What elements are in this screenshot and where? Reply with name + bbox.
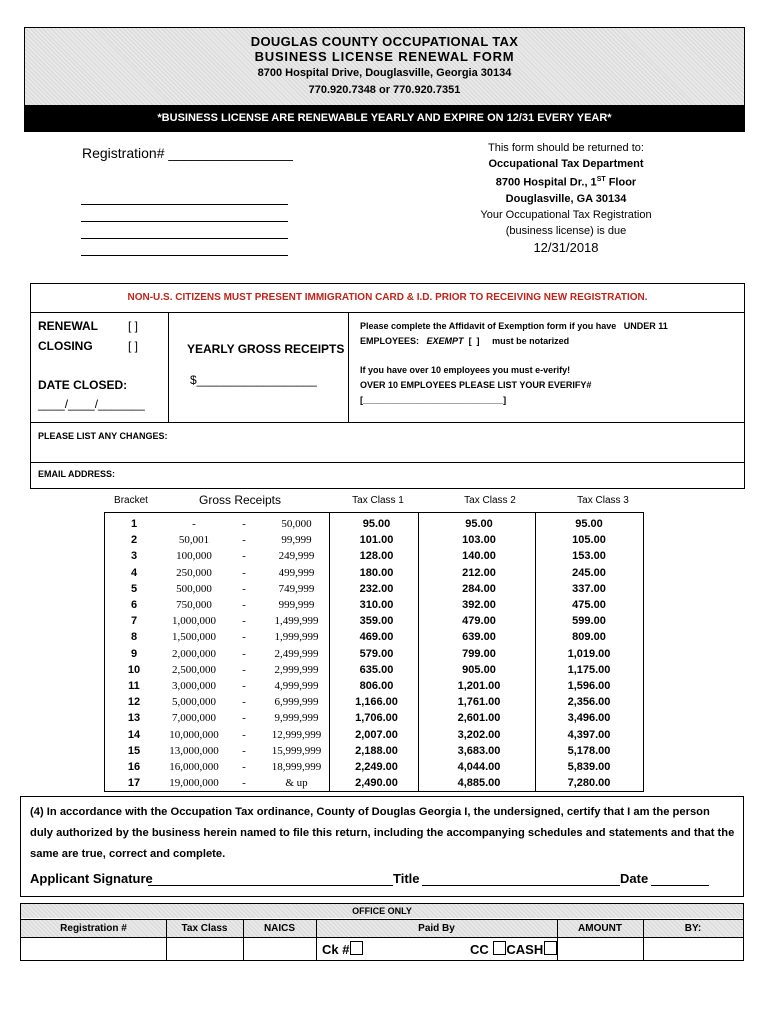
bracket-cell: 1 bbox=[130, 518, 138, 530]
tax-class-3-cell: 475.00 bbox=[572, 599, 606, 612]
tax-class-2-cell: 95.00 bbox=[465, 518, 493, 530]
certification-line3: same are true, correct and complete. bbox=[30, 848, 226, 860]
receipts-dash-cell: - bbox=[242, 534, 246, 547]
receipts-from-cell: 19,000,000 bbox=[169, 777, 219, 790]
receipts-dash-cell: - bbox=[242, 728, 246, 741]
receipts-from-cell: - bbox=[192, 518, 196, 530]
affidavit-line4: OVER 10 EMPLOYEES PLEASE LIST YOUR EVERIFY# bbox=[360, 380, 592, 390]
receipts-from-cell: 3,000,000 bbox=[172, 680, 216, 693]
rate-table-row bbox=[104, 727, 644, 743]
header-bracket: Bracket bbox=[114, 495, 148, 506]
tax-class-3-cell: 1,175.00 bbox=[567, 663, 611, 676]
certification-text bbox=[30, 802, 742, 865]
return-info-due-date: 12/31/2018 bbox=[533, 239, 599, 255]
receipts-to-cell: 749,999 bbox=[278, 582, 315, 595]
tax-class-3-cell: 2,356.00 bbox=[567, 696, 611, 709]
bracket-cell: 4 bbox=[130, 566, 138, 579]
tax-class-2-cell: 103.00 bbox=[462, 534, 496, 547]
bracket-cell: 2 bbox=[130, 534, 138, 547]
form-header bbox=[24, 27, 745, 105]
receipts-dash-cell: - bbox=[242, 663, 246, 676]
certification-line1: (4) In accordance with the Occupation Tax ordinance, County of Douglas Georgia I, the undersigned, certify that I am the person bbox=[30, 806, 710, 818]
receipts-from-cell: 2,500,000 bbox=[172, 663, 216, 676]
rate-table bbox=[104, 516, 644, 791]
date-closed-field[interactable]: ____/____/_______ bbox=[38, 397, 145, 411]
rate-table-row bbox=[104, 629, 644, 645]
receipts-dash-cell: - bbox=[242, 518, 246, 530]
tax-class-1-cell: 180.00 bbox=[359, 566, 394, 579]
applicant-signature-label: Applicant Signature bbox=[30, 871, 153, 886]
tax-class-2-cell: 2,601.00 bbox=[457, 712, 501, 725]
bracket-cell: 14 bbox=[127, 728, 141, 741]
receipts-dash-cell: - bbox=[242, 599, 246, 612]
receipts-from-cell: 16,000,000 bbox=[169, 761, 219, 774]
tax-class-1-cell: 469.00 bbox=[359, 631, 394, 644]
status-divider bbox=[168, 313, 169, 423]
tax-class-1-cell: 232.00 bbox=[359, 582, 394, 595]
tax-class-1-cell: 1,706.00 bbox=[355, 712, 398, 725]
rate-table-row bbox=[104, 516, 644, 532]
rate-table-row bbox=[104, 775, 644, 791]
receipts-from-cell: 1,500,000 bbox=[172, 631, 216, 644]
return-info bbox=[466, 140, 666, 256]
affidavit-divider bbox=[348, 313, 349, 423]
tax-class-2-cell: 4,044.00 bbox=[457, 761, 501, 774]
tax-class-2-cell: 905.00 bbox=[462, 663, 496, 676]
bracket-cell: 9 bbox=[130, 647, 138, 660]
registration-number-label[interactable]: Registration# ________________ bbox=[82, 145, 293, 161]
email-box[interactable] bbox=[30, 463, 745, 489]
credit-card-option[interactable]: CC CASH bbox=[470, 941, 557, 957]
receipts-dash-cell: - bbox=[242, 680, 246, 693]
header-tax-class-3: Tax Class 3 bbox=[577, 495, 629, 506]
gross-receipts-field[interactable]: $__________________ bbox=[190, 373, 317, 387]
date-closed-label: DATE CLOSED: bbox=[38, 378, 128, 392]
email-label: EMAIL ADDRESS: bbox=[38, 469, 116, 479]
tax-class-1-cell: 128.00 bbox=[359, 550, 394, 563]
rate-table-row bbox=[104, 565, 644, 581]
tax-class-1-cell: 2,007.00 bbox=[355, 728, 398, 741]
receipts-dash-cell: - bbox=[242, 615, 246, 628]
tax-class-3-cell: 95.00 bbox=[575, 518, 603, 530]
receipts-to-cell: 2,499,999 bbox=[274, 647, 319, 660]
receipts-to-cell: 249,999 bbox=[278, 550, 315, 563]
receipts-dash-cell: - bbox=[242, 550, 246, 563]
immigration-notice: NON-U.S. CITIZENS MUST PRESENT IMMIGRATION CARD & I.D. PRIOR TO RECEIVING NEW REGISTRATION. bbox=[30, 283, 745, 313]
tax-class-2-cell: 479.00 bbox=[462, 615, 496, 628]
tax-class-2-cell: 799.00 bbox=[462, 647, 496, 660]
check-number-option[interactable]: Ck # bbox=[322, 941, 363, 957]
rate-table-row bbox=[104, 597, 644, 613]
address-line-1[interactable] bbox=[81, 204, 288, 205]
tax-class-3-cell: 245.00 bbox=[572, 566, 606, 579]
receipts-from-cell: 100,000 bbox=[176, 550, 212, 563]
return-info-street: 8700 Hospital Dr., 1ST Floor bbox=[495, 176, 637, 189]
tax-class-3-cell: 7,280.00 bbox=[567, 777, 611, 790]
receipts-from-cell: 1,000,000 bbox=[172, 615, 216, 628]
receipts-to-cell: 999,999 bbox=[278, 599, 315, 612]
return-info-dept: Occupational Tax Department bbox=[488, 158, 644, 170]
tax-class-1-cell: 1,166.00 bbox=[355, 696, 398, 709]
tax-class-3-cell: 4,397.00 bbox=[567, 728, 611, 741]
receipts-to-cell: 15,999,999 bbox=[271, 744, 322, 757]
rate-table-row bbox=[104, 662, 644, 678]
header-tax-class-1: Tax Class 1 bbox=[352, 495, 404, 506]
receipts-to-cell: 50,000 bbox=[281, 518, 312, 530]
receipts-from-cell: 500,000 bbox=[176, 582, 212, 595]
receipts-from-cell: 5,000,000 bbox=[172, 696, 216, 709]
closing-checkbox[interactable]: [ ] bbox=[128, 339, 139, 353]
receipts-from-cell: 250,000 bbox=[176, 566, 212, 579]
rate-table-row bbox=[104, 759, 644, 775]
return-info-line6: (business license) is due bbox=[505, 224, 627, 237]
form-title-line1: DOUGLAS COUNTY OCCUPATIONAL TAX bbox=[250, 34, 519, 49]
tax-class-3-cell: 1,596.00 bbox=[567, 680, 611, 693]
bracket-cell: 3 bbox=[130, 550, 138, 563]
tax-class-3-cell: 1,019.00 bbox=[567, 647, 611, 660]
header-tax-class-2: Tax Class 2 bbox=[464, 495, 516, 506]
receipts-from-cell: 2,000,000 bbox=[172, 647, 216, 660]
cc-checkbox[interactable] bbox=[493, 941, 506, 955]
receipts-to-cell: 1,999,999 bbox=[274, 631, 319, 644]
title-field[interactable] bbox=[422, 885, 620, 886]
affidavit-line2: EMPLOYEES: EXEMPT [ ] must be notarized bbox=[360, 336, 570, 346]
receipts-dash-cell: - bbox=[242, 744, 246, 757]
office-by-header: BY: bbox=[684, 923, 702, 934]
receipts-to-cell: 18,999,999 bbox=[271, 761, 322, 774]
office-registration-header: Registration # bbox=[60, 923, 127, 934]
tax-class-1-cell: 101.00 bbox=[359, 534, 394, 547]
renewal-checkbox[interactable]: [ ] bbox=[128, 319, 139, 333]
rate-table-row bbox=[104, 548, 644, 564]
tax-class-2-cell: 3,683.00 bbox=[457, 744, 501, 757]
tax-class-3-cell: 599.00 bbox=[572, 615, 606, 628]
return-info-line1: This form should be returned to: bbox=[488, 142, 644, 154]
tax-class-1-cell: 579.00 bbox=[359, 647, 394, 660]
receipts-dash-cell: - bbox=[242, 566, 246, 579]
office-tax-class-header: Tax Class bbox=[181, 923, 228, 934]
receipts-to-cell: 1,499,999 bbox=[274, 615, 319, 628]
receipts-to-cell: 2,999,999 bbox=[274, 663, 319, 676]
office-paid-by-header: Paid By bbox=[418, 923, 455, 934]
receipts-to-cell: 9,999,999 bbox=[274, 712, 319, 725]
header-gross-receipts: Gross Receipts bbox=[198, 493, 282, 507]
receipts-dash-cell: - bbox=[242, 582, 246, 595]
rate-table-row bbox=[104, 532, 644, 548]
affidavit-line1: Please complete the Affidavit of Exemption form if you have UNDER 11 bbox=[360, 321, 668, 331]
renewal-label: RENEWAL bbox=[38, 319, 98, 333]
receipts-to-cell: 12,999,999 bbox=[271, 728, 322, 741]
closing-label: CLOSING bbox=[38, 339, 93, 353]
bracket-cell: 13 bbox=[127, 712, 141, 725]
tax-class-2-cell: 1,201.00 bbox=[457, 680, 501, 693]
receipts-from-cell: 10,000,000 bbox=[169, 728, 219, 741]
tax-class-2-cell: 284.00 bbox=[462, 582, 496, 595]
tax-class-2-cell: 4,885.00 bbox=[457, 777, 501, 790]
tax-class-2-cell: 3,202.00 bbox=[457, 728, 501, 741]
tax-class-3-cell: 105.00 bbox=[572, 534, 606, 547]
expiration-banner: *BUSINESS LICENSE ARE RENEWABLE YEARLY AND EXPIRE ON 12/31 EVERY YEAR* bbox=[24, 105, 745, 132]
bracket-cell: 12 bbox=[127, 696, 141, 709]
tax-class-1-cell: 2,188.00 bbox=[355, 744, 398, 757]
receipts-from-cell: 7,000,000 bbox=[172, 712, 216, 725]
rate-table-row bbox=[104, 613, 644, 629]
address-line-3[interactable] bbox=[81, 238, 288, 239]
certification-line2: duly authorized by the business herein named to file this return, including the accompanying schedules and statements and that the bbox=[30, 827, 735, 839]
receipts-dash-cell: - bbox=[242, 631, 246, 644]
tax-class-2-cell: 392.00 bbox=[462, 599, 496, 612]
header-address: 8700 Hospital Drive, Douglasville, Georgia 30134 bbox=[257, 67, 512, 79]
tax-class-2-cell: 140.00 bbox=[462, 550, 496, 563]
changes-box[interactable] bbox=[30, 423, 745, 463]
rate-table-row bbox=[104, 678, 644, 694]
bracket-cell: 7 bbox=[130, 615, 138, 628]
return-info-city: Douglasville, GA 30134 bbox=[505, 192, 627, 205]
rate-table-row bbox=[104, 646, 644, 662]
tax-class-2-cell: 1,761.00 bbox=[457, 696, 501, 709]
receipts-dash-cell: - bbox=[242, 647, 246, 660]
receipts-from-cell: 750,000 bbox=[176, 599, 212, 612]
bracket-cell: 8 bbox=[130, 631, 138, 644]
receipts-to-cell: 99,999 bbox=[281, 534, 312, 547]
tax-class-3-cell: 153.00 bbox=[572, 550, 606, 563]
bracket-cell: 17 bbox=[127, 777, 141, 790]
affidavit-text bbox=[360, 319, 740, 408]
rate-table-row bbox=[104, 743, 644, 759]
receipts-to-cell: & up bbox=[285, 777, 308, 790]
tax-class-3-cell: 337.00 bbox=[572, 582, 606, 595]
receipts-from-cell: 50,001 bbox=[178, 534, 210, 547]
tax-class-3-cell: 5,839.00 bbox=[567, 761, 611, 774]
receipts-from-cell: 13,000,000 bbox=[169, 744, 219, 757]
address-line-4[interactable] bbox=[81, 255, 288, 256]
check-checkbox[interactable] bbox=[350, 941, 363, 955]
receipts-dash-cell: - bbox=[242, 777, 246, 790]
tax-class-3-cell: 5,178.00 bbox=[567, 744, 611, 757]
office-amount-header: AMOUNT bbox=[578, 923, 622, 934]
rate-table-row bbox=[104, 581, 644, 597]
bracket-cell: 15 bbox=[127, 744, 141, 757]
bracket-cell: 6 bbox=[130, 599, 138, 612]
receipts-dash-cell: - bbox=[242, 712, 246, 725]
applicant-signature-field[interactable] bbox=[148, 885, 393, 886]
rate-table-row bbox=[104, 710, 644, 726]
receipts-to-cell: 4,999,999 bbox=[274, 680, 319, 693]
tax-class-1-cell: 635.00 bbox=[359, 663, 394, 676]
bracket-cell: 10 bbox=[127, 663, 141, 676]
everify-field[interactable]: [____________________________] bbox=[360, 395, 507, 405]
header-phone: 770.920.7348 or 770.920.7351 bbox=[308, 84, 461, 96]
exempt-checkbox[interactable]: [ ] bbox=[468, 336, 480, 346]
bracket-cell: 16 bbox=[127, 761, 141, 774]
rate-table-row bbox=[104, 694, 644, 710]
tax-class-3-cell: 809.00 bbox=[572, 631, 606, 644]
form-title-line2: BUSINESS LICENSE RENEWAL FORM bbox=[254, 49, 515, 64]
bracket-cell: 5 bbox=[130, 582, 138, 595]
date-label: Date bbox=[620, 871, 649, 886]
tax-class-1-cell: 2,249.00 bbox=[355, 761, 398, 774]
receipts-to-cell: 6,999,999 bbox=[274, 696, 319, 709]
tax-class-3-cell: 3,496.00 bbox=[567, 712, 611, 725]
receipts-dash-cell: - bbox=[242, 696, 246, 709]
address-line-2[interactable] bbox=[81, 221, 288, 222]
cash-checkbox[interactable] bbox=[544, 941, 557, 955]
receipts-to-cell: 499,999 bbox=[278, 566, 315, 579]
tax-class-2-cell: 639.00 bbox=[462, 631, 496, 644]
office-naics-header: NAICS bbox=[263, 923, 296, 934]
tax-class-2-cell: 212.00 bbox=[462, 566, 496, 579]
office-only-header: OFFICE ONLY bbox=[21, 904, 743, 918]
date-field[interactable] bbox=[651, 885, 709, 886]
tax-class-1-cell: 310.00 bbox=[359, 599, 394, 612]
tax-class-1-cell: 359.00 bbox=[359, 615, 394, 628]
tax-class-1-cell: 2,490.00 bbox=[355, 777, 398, 790]
receipts-dash-cell: - bbox=[242, 761, 246, 774]
affidavit-line3: If you have over 10 employees you must e-verify! bbox=[360, 365, 571, 375]
changes-label: PLEASE LIST ANY CHANGES: bbox=[38, 431, 168, 441]
title-label: Title bbox=[393, 871, 420, 886]
tax-class-1-cell: 806.00 bbox=[359, 680, 394, 693]
gross-receipts-label: YEARLY GROSS RECEIPTS bbox=[187, 342, 345, 356]
office-row-divider bbox=[21, 937, 743, 938]
tax-class-1-cell: 95.00 bbox=[362, 518, 391, 530]
bracket-cell: 11 bbox=[128, 680, 140, 693]
return-info-line5: Your Occupational Tax Registration bbox=[480, 208, 652, 221]
